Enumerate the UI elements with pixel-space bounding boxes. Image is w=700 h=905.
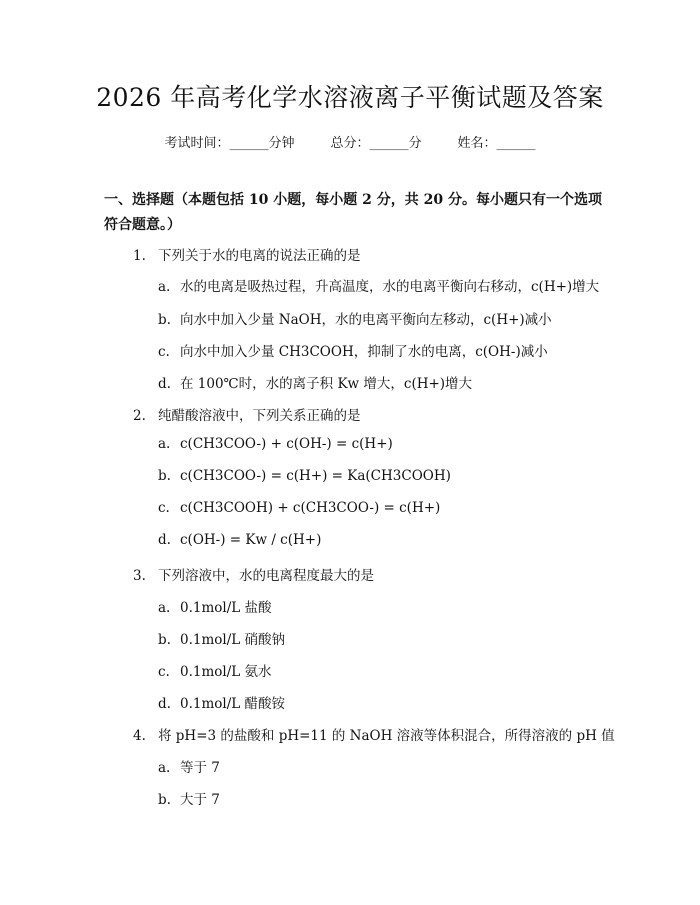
student-name: 姓名：______ (457, 136, 536, 151)
question-text: 纯醋酸溶液中，下列关系正确的是 (158, 408, 361, 424)
option-1b (158, 308, 552, 328)
option-2a (158, 436, 393, 452)
option-4b (158, 788, 220, 808)
option-1a (158, 275, 599, 295)
question-number: 2. (133, 408, 146, 424)
question-3 (133, 564, 374, 584)
option-letter: d. (158, 376, 171, 392)
option-letter: d. (158, 696, 171, 712)
option-1c (158, 340, 548, 360)
question-text: 下列关于水的电离的说法正确的是 (158, 248, 361, 264)
option-3d (158, 692, 285, 712)
option-letter: d. (158, 532, 171, 548)
exam-score: 总分：______分 (330, 136, 422, 151)
question-2 (133, 404, 361, 424)
option-text: c(CH3COOH) + c(CH3COO-) = c(H+) (180, 500, 441, 516)
exam-meta (0, 132, 700, 151)
question-number: 4. (133, 728, 146, 744)
option-2d (158, 532, 321, 548)
option-letter: c. (158, 664, 170, 680)
option-letter: c. (158, 500, 170, 516)
question-number: 3. (133, 568, 146, 584)
option-1d (158, 372, 472, 392)
option-3a (158, 596, 272, 616)
question-1 (133, 244, 361, 264)
option-text: c(OH-) = Kw / c(H+) (180, 532, 322, 548)
option-text: 0.1mol/L 醋酸铵 (180, 696, 286, 712)
option-3c (158, 660, 272, 680)
option-letter: b. (158, 792, 171, 808)
page-title: 2026 年高考化学水溶液离子平衡试题及答案 (96, 83, 604, 112)
option-2c (158, 500, 440, 516)
option-letter: b. (158, 468, 171, 484)
option-letter: a. (158, 760, 171, 776)
exam-time: 考试时间：______分钟 (164, 136, 295, 151)
option-text: 0.1mol/L 硝酸钠 (180, 632, 286, 648)
option-text: 0.1mol/L 盐酸 (180, 600, 272, 616)
option-text: c(CH3COO-) = c(H+) = Ka(CH3COOH) (180, 468, 451, 484)
option-text: 向水中加入少量 CH3COOH，抑制了水的电离，c(OH-)减小 (180, 344, 548, 360)
option-letter: b. (158, 312, 171, 328)
question-4 (133, 724, 615, 744)
option-2b (158, 468, 451, 484)
option-text: 0.1mol/L 氨水 (180, 664, 272, 680)
option-4a (158, 756, 220, 776)
section-heading: 一、选择题（本题包括 10 小题，每小题 2 分，共 20 分。每小题只有一个选项符合题意。） (104, 192, 602, 233)
option-letter: b. (158, 632, 171, 648)
option-text: 等于 7 (180, 760, 220, 776)
option-text: 在 100℃时，水的离子积 Kw 增大，c(H+)增大 (180, 376, 473, 392)
option-text: 向水中加入少量 NaOH，水的电离平衡向左移动，c(H+)减小 (180, 312, 552, 328)
option-letter: c. (158, 344, 170, 360)
option-text: 大于 7 (180, 792, 220, 808)
option-letter: a. (158, 279, 171, 295)
option-text: 水的电离是吸热过程，升高温度，水的电离平衡向右移动，c(H+)增大 (180, 279, 600, 295)
question-text: 将 pH=3 的盐酸和 pH=11 的 NaOH 溶液等体积混合，所得溶液的 pH 值 (158, 728, 615, 744)
option-letter: a. (158, 600, 171, 616)
question-number: 1. (133, 248, 146, 264)
option-text: c(CH3COO-) + c(OH-) = c(H+) (180, 436, 393, 452)
question-text: 下列溶液中，水的电离程度最大的是 (158, 568, 374, 584)
option-letter: a. (158, 436, 171, 452)
option-3b (158, 628, 285, 648)
